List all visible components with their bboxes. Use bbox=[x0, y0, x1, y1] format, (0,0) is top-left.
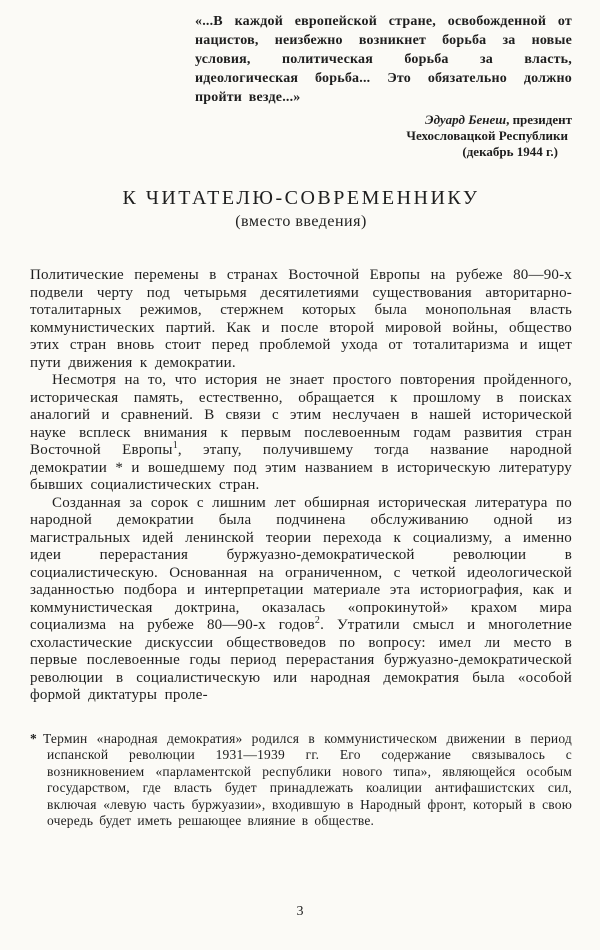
paragraph-segment: и вошедшему под этим названием в историческую литературу бывших социалистических стран. bbox=[30, 459, 573, 493]
epigraph-text: «...В каждой европейской стране, освобожденной от нацистов, неизбежно возникнет борьба за новые условия, политическая борьба за власть, идеологическая борьба... Это обязательно должно пройти везде...» bbox=[195, 14, 572, 105]
attribution-author: Эдуард Бенеш bbox=[424, 112, 507, 127]
attribution-date: (декабрь 1944 г.) bbox=[462, 144, 558, 159]
chapter-title: К ЧИТАТЕЛЮ-СОВРЕМЕННИКУ bbox=[122, 187, 480, 209]
epigraph bbox=[195, 12, 572, 160]
paragraph-segment: Созданная за сорок с лишним лет обширная историческая литература по народной демократии была подчинена обслуживанию одной из магистральных идей ленинской теории перехода к социализму, а именно идеи перерастания буржуазно-демократической революции в социалистическую. Основанная на ограниченном, с четкой идеологической заданностью подбора и интерпретации материале эта историография, как и коммунистическая доктрина, оказалась «опрокинутой» крахом мира социализма на рубеже 80—90-х годов bbox=[30, 494, 572, 633]
attribution-author-line bbox=[195, 112, 572, 128]
epigraph-attribution bbox=[195, 112, 572, 160]
paragraph-segment: , этапу, получившему тогда название народной демократии bbox=[30, 442, 572, 476]
footnote bbox=[30, 731, 572, 830]
paragraph-segment: Несмотря на то, что история не знает простого повторения пройденного, историческая память, естественно, обращается к прошлому в поисках аналогий и сравнений. В связи с этим неслучаен в нашей исторической науке всплеск внимания к первым послевоенным годам развития стран Восточной Европы bbox=[30, 372, 572, 458]
paragraph-3 bbox=[30, 495, 572, 705]
paragraph-1: Политические перемены в странах Восточной Европы на рубеже 80—90-х подвели черту под четырьмя десятилетиями существования авторитарно-тоталитарных режимов, стержнем которых была монопольная власть коммунистических партий. Как и после второй мировой войны, общество этих стран вновь стоит перед проблемой ухода от тоталитаризма и ищет пути движения к демократии. bbox=[30, 267, 572, 371]
paragraph-2 bbox=[30, 372, 572, 495]
page-number: 3 bbox=[296, 904, 304, 919]
attribution-author-title: , президент bbox=[506, 112, 572, 127]
paragraph-segment: . Утратили смысл и многолетние схоластические дискуссии обществоведов по вопросу: имел ли место в первые послевоенные годы период перерастания буржуазно-демократической революции в социалистическую или народная демократия была «особой формой диктатуры проле- bbox=[30, 617, 572, 703]
footnote-ref-star: * bbox=[106, 459, 124, 476]
footnote-ref-1: 1 bbox=[172, 440, 178, 451]
body-text bbox=[30, 267, 572, 705]
chapter-subtitle: (вместо введения) bbox=[235, 213, 367, 230]
attribution-republic: Чехословацкой Республики bbox=[406, 128, 568, 143]
footnote-marker: * bbox=[30, 730, 37, 746]
footnote-ref-2: 2 bbox=[314, 615, 321, 626]
footnote-text: Термин «народная демократия» родился в коммунистическом движении в период испанской революции 1931—1939 гг. Его содержание связывалось с возникновением «парламентской республики нового типа», являющейся особым государством, где власть будет принадлежать коалиции антифашистских сил, включая «левую часть буржуазии», входившую в Народный фронт, который в свою очередь будет иметь решающее влияние в обществе. bbox=[42, 730, 572, 828]
